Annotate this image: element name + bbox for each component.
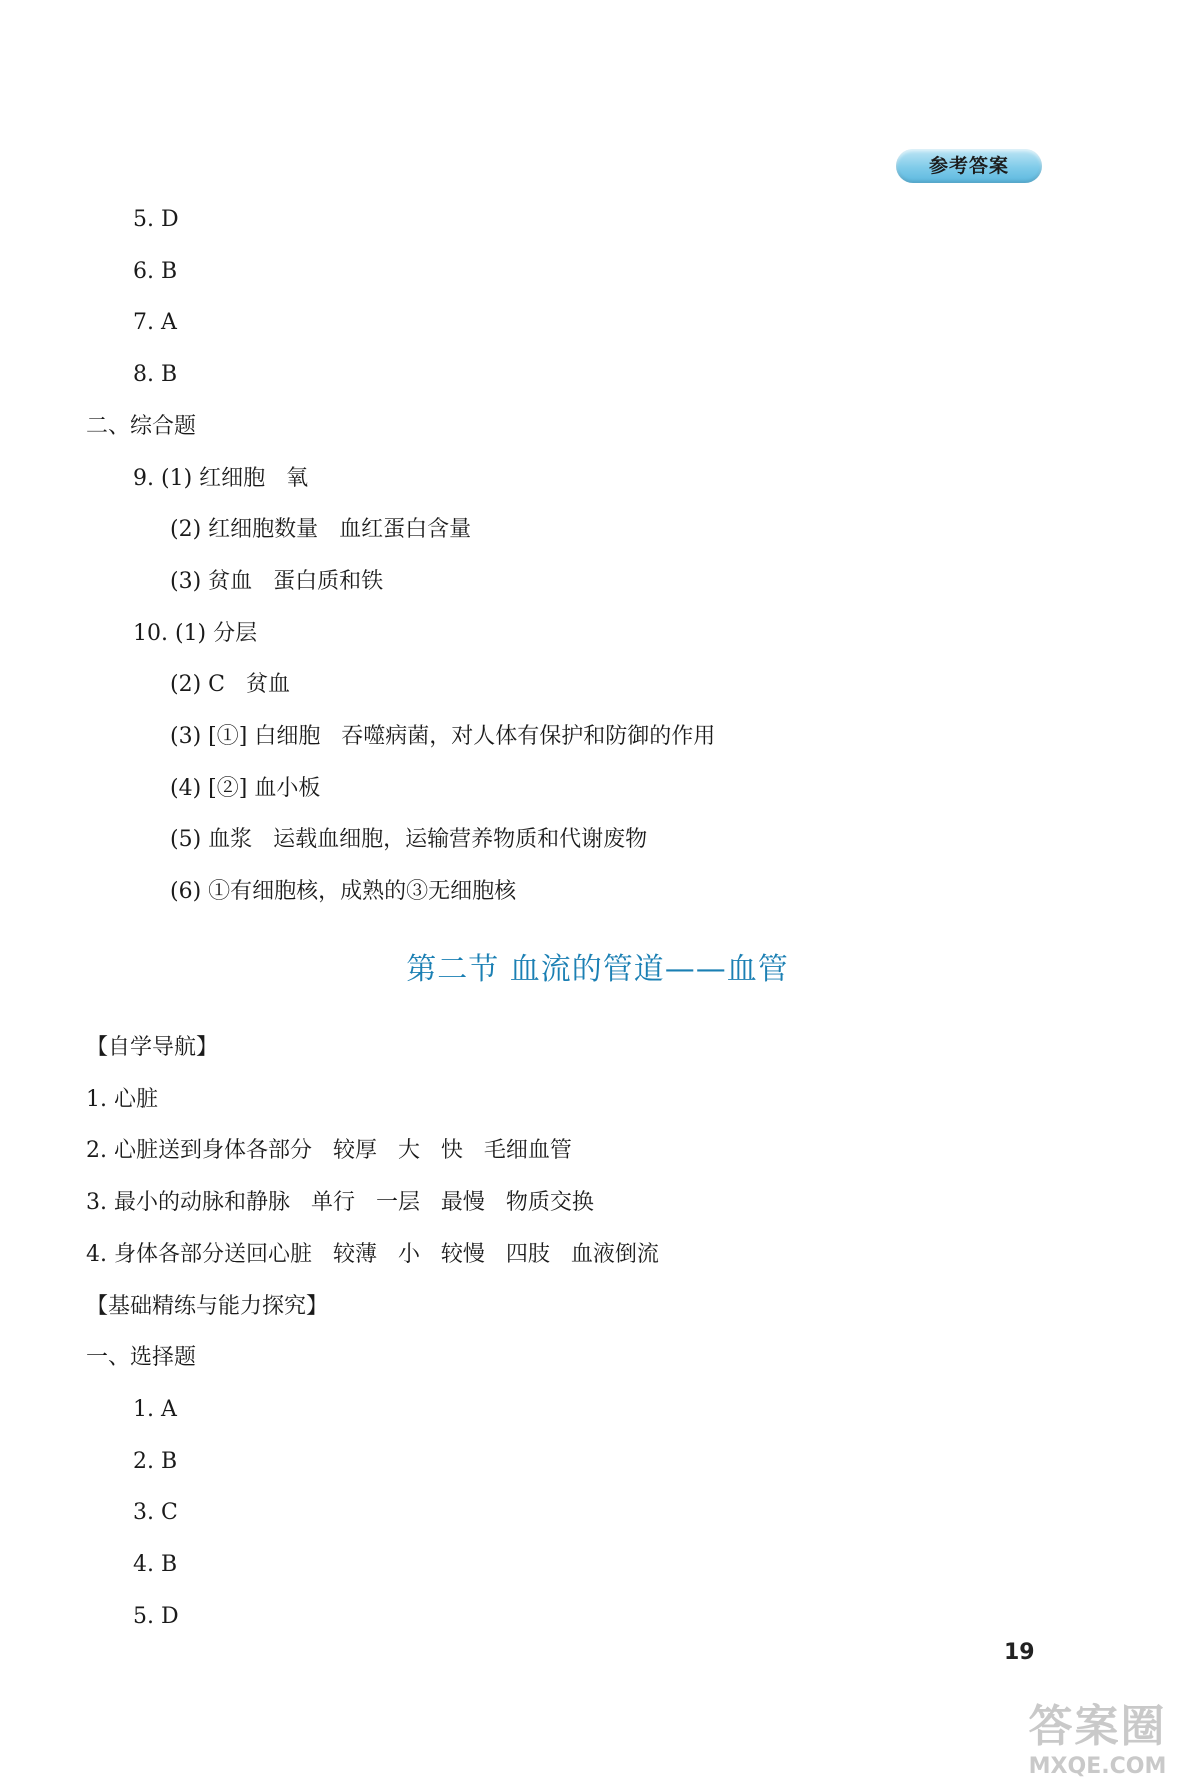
answer-line: 二、综合题 — [86, 413, 197, 439]
answer-line: (4) [②] 血小板 — [170, 775, 321, 801]
answer-line: (2) 红细胞数量 血红蛋白含量 — [170, 517, 472, 543]
answer-line: 10. (1) 分层 — [133, 620, 258, 646]
answer-line: (3) 贫血 蛋白质和铁 — [170, 568, 384, 594]
answer-line: 一、选择题 — [86, 1345, 197, 1371]
answer-line: 3. 最小的动脉和静脉 单行 一层 最慢 物质交换 — [86, 1190, 594, 1216]
answer-line: 9. (1) 红细胞 氧 — [133, 465, 309, 491]
answer-line: 1. 心脏 — [86, 1086, 158, 1112]
answer-line: 【自学导航】 — [86, 1035, 219, 1060]
answer-line: (5) 血浆 运载血细胞，运输营养物质和代谢废物 — [170, 827, 648, 853]
answer-line: 2. B — [133, 1448, 178, 1474]
answer-line: 5. D — [133, 207, 179, 232]
answer-line: 5. D — [133, 1603, 179, 1629]
answer-line: 3. C — [133, 1500, 178, 1526]
page-number: 19 — [1004, 1640, 1035, 1665]
section-title: 第二节 血流的管道——血管 — [406, 952, 789, 987]
answer-line: (2) C 贫血 — [170, 672, 290, 698]
watermark-url: MXQE.COM — [1028, 1754, 1167, 1779]
answer-line: (3) [①] 白细胞 吞噬病菌，对人体有保护和防御的作用 — [170, 724, 716, 749]
answer-line: 4. 身体各部分送回心脏 较薄 小 较慢 四肢 血液倒流 — [86, 1241, 659, 1267]
answer-line: (6) ①有细胞核，成熟的③无细胞核 — [170, 879, 517, 905]
answer-line: 1. A — [133, 1396, 177, 1422]
answer-line: 8. B — [133, 362, 178, 388]
answer-line: 【基础精练与能力探究】 — [86, 1293, 329, 1319]
answer-line: 6. B — [133, 258, 178, 284]
answer-line: 2. 心脏送到身体各部分 较厚 大 快 毛细血管 — [86, 1138, 572, 1164]
watermark-logo — [1000, 1700, 1195, 1792]
answer-key-badge: 参考答案 — [896, 149, 1042, 183]
answer-line: 7. A — [133, 310, 177, 336]
watermark-main: 答案圈 — [1028, 1701, 1167, 1752]
answer-line: 4. B — [133, 1552, 178, 1577]
